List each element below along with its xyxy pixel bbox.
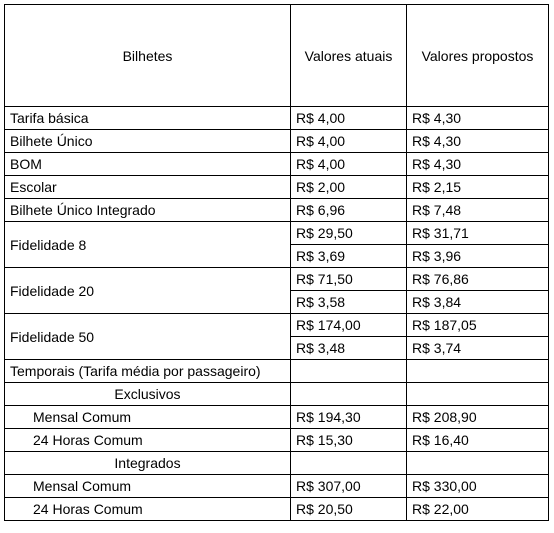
row-label: Mensal Comum [5, 406, 291, 429]
empty-cell [291, 360, 407, 383]
current-value: R$ 71,50 [291, 268, 407, 291]
table-row [5, 130, 549, 153]
proposed-value: R$ 3,96 [407, 245, 549, 268]
proposed-value: R$ 31,71 [407, 222, 549, 245]
row-label: Fidelidade 20 [5, 268, 291, 314]
table-row [5, 222, 549, 245]
row-label: Fidelidade 8 [5, 222, 291, 268]
subsection-exclusivos: Exclusivos [5, 383, 291, 406]
current-value: R$ 174,00 [291, 314, 407, 337]
row-label: Bilhete Único [5, 130, 291, 153]
proposed-value: R$ 4,30 [407, 153, 549, 176]
header-bilhetes: Bilhetes [5, 5, 291, 107]
current-value: R$ 3,48 [291, 337, 407, 360]
header-valores-propostos: Valores propostos [407, 5, 549, 107]
table-row [5, 360, 549, 383]
table-row [5, 199, 549, 222]
header-valores-atuais: Valores atuais [291, 5, 407, 107]
empty-cell [407, 360, 549, 383]
table-row [5, 268, 549, 291]
table-row [5, 153, 549, 176]
header-row [5, 5, 549, 107]
current-value: R$ 3,58 [291, 291, 407, 314]
current-value: R$ 4,00 [291, 107, 407, 130]
table-row [5, 176, 549, 199]
proposed-value: R$ 3,84 [407, 291, 549, 314]
current-value: R$ 307,00 [291, 475, 407, 498]
empty-cell [291, 383, 407, 406]
current-value: R$ 15,30 [291, 429, 407, 452]
row-label: BOM [5, 153, 291, 176]
table-row [5, 314, 549, 337]
table-row [5, 452, 549, 475]
table-row [5, 475, 549, 498]
proposed-value: R$ 7,48 [407, 199, 549, 222]
proposed-value: R$ 4,30 [407, 107, 549, 130]
row-label: Escolar [5, 176, 291, 199]
proposed-value: R$ 22,00 [407, 498, 549, 521]
proposed-value: R$ 187,05 [407, 314, 549, 337]
proposed-value: R$ 330,00 [407, 475, 549, 498]
empty-cell [407, 383, 549, 406]
proposed-value: R$ 208,90 [407, 406, 549, 429]
row-label: Tarifa básica [5, 107, 291, 130]
current-value: R$ 3,69 [291, 245, 407, 268]
table-row [5, 498, 549, 521]
proposed-value: R$ 3,74 [407, 337, 549, 360]
current-value: R$ 4,00 [291, 130, 407, 153]
row-label: 24 Horas Comum [5, 429, 291, 452]
current-value: R$ 6,96 [291, 199, 407, 222]
proposed-value: R$ 4,30 [407, 130, 549, 153]
current-value: R$ 2,00 [291, 176, 407, 199]
row-label: Fidelidade 50 [5, 314, 291, 360]
current-value: R$ 29,50 [291, 222, 407, 245]
proposed-value: R$ 76,86 [407, 268, 549, 291]
fare-table [4, 4, 549, 521]
section-title: Temporais (Tarifa média por passageiro) [5, 360, 291, 383]
row-label: Mensal Comum [5, 475, 291, 498]
current-value: R$ 4,00 [291, 153, 407, 176]
current-value: R$ 194,30 [291, 406, 407, 429]
current-value: R$ 20,50 [291, 498, 407, 521]
table-row [5, 406, 549, 429]
empty-cell [407, 452, 549, 475]
proposed-value: R$ 16,40 [407, 429, 549, 452]
subsection-integrados: Integrados [5, 452, 291, 475]
table-row [5, 107, 549, 130]
row-label: Bilhete Único Integrado [5, 199, 291, 222]
empty-cell [291, 452, 407, 475]
table-row [5, 429, 549, 452]
proposed-value: R$ 2,15 [407, 176, 549, 199]
row-label: 24 Horas Comum [5, 498, 291, 521]
table-row [5, 383, 549, 406]
